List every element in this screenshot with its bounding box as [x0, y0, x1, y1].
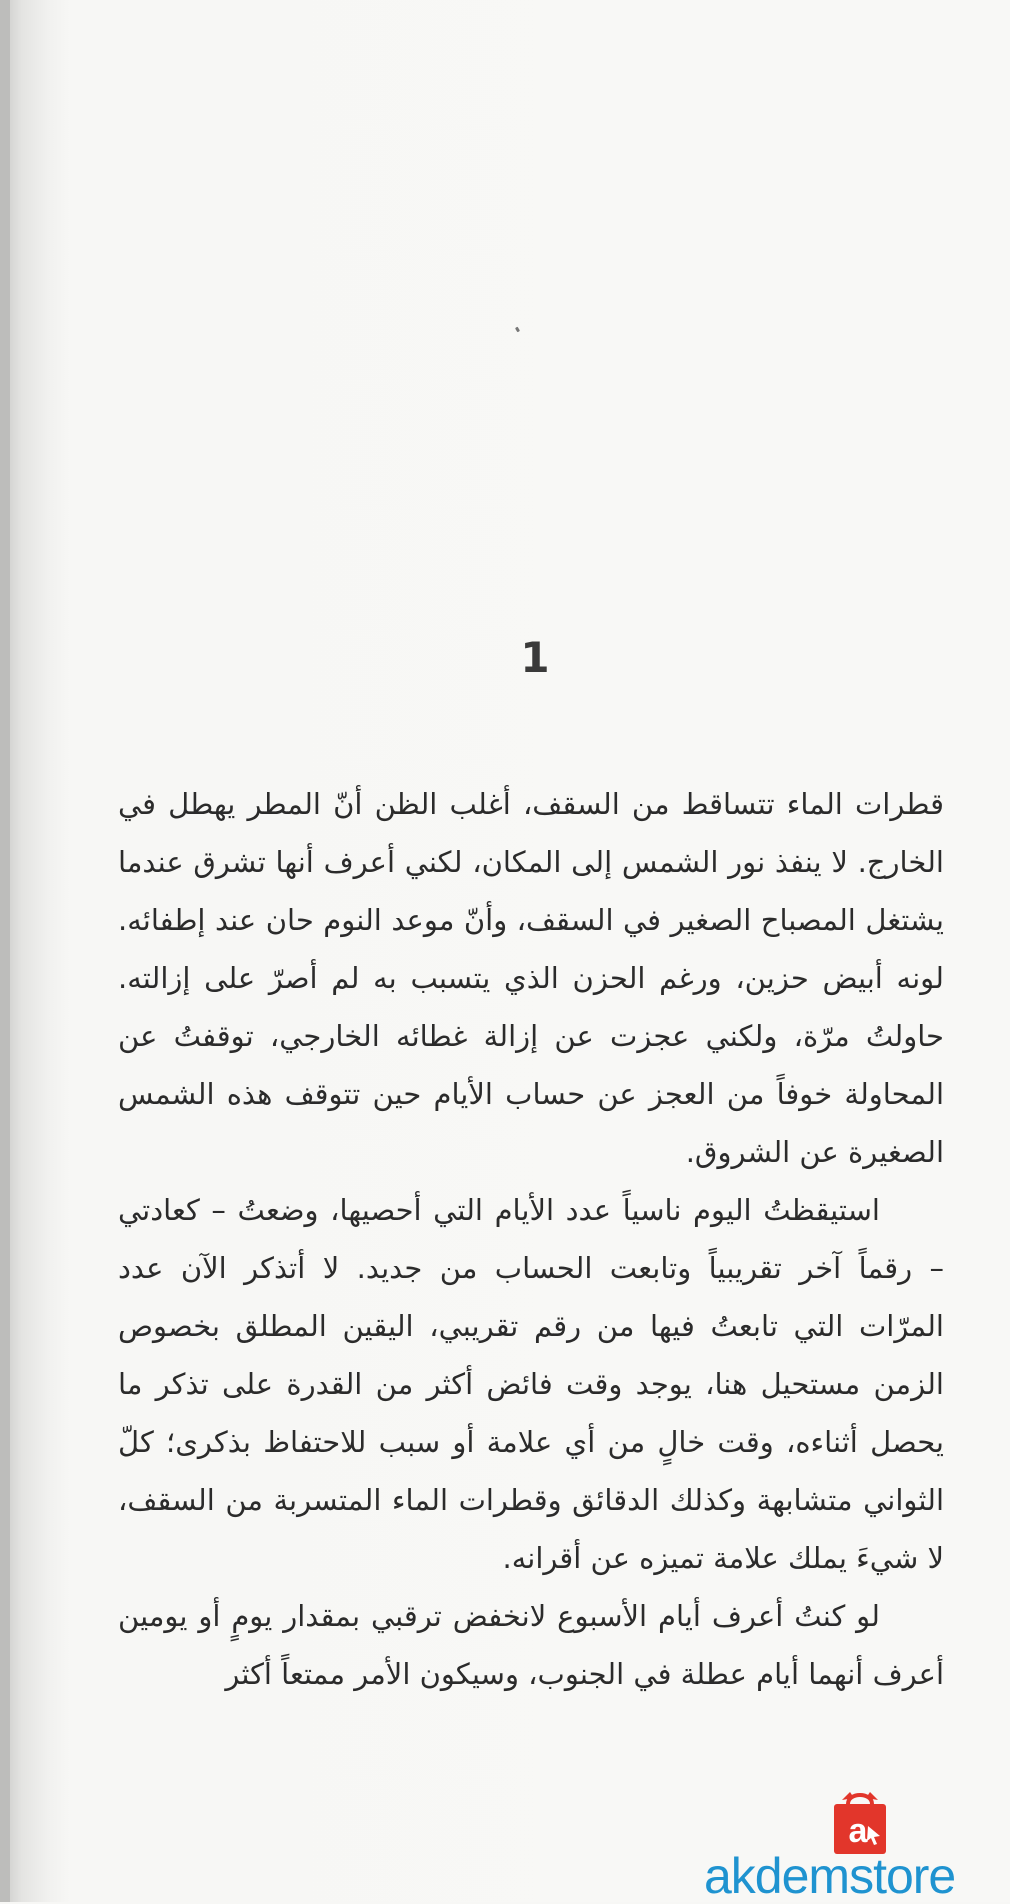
brand-name: akdemstore: [704, 1848, 956, 1904]
watermark-logo: [700, 1784, 1010, 1902]
chapter-body: [118, 775, 944, 1703]
paragraph-1: قطرات الماء تتساقط من السقف، أغلب الظن أنّ المطر يهطل في الخارج. لا ينفذ نور الشمس إلى المكان، لكني أعرف أنها تشرق عندما يشتغل المصباح الصغير في السقف، وأنّ موعد النوم حان عند إطفائه. لونه أبيض حزين، ورغم الحزن الذي يتسبب به لم أصرّ على إزالته. حاولتُ مرّة، ولكني عجزت عن إزالة غطائه الخارجي، توقفتُ عن المحاولة خوفاً من العجز عن حساب الأيام حين تتوقف هذه الشمس الصغيرة عن الشروق.: [118, 787, 944, 1169]
shopping-bag-icon: [828, 1786, 892, 1856]
page-edge-shadow: [0, 0, 10, 1902]
chapter-number: 1: [520, 633, 550, 682]
paper-speck: [515, 327, 520, 333]
bag-letter: a: [848, 1812, 868, 1850]
paragraph-3: لو كنتُ أعرف أيام الأسبوع لانخفض ترقبي بمقدار يومٍ أو يومين أعرف أنهما أيام عطلة في الجنوب، وسيكون الأمر ممتعاً أكثر: [118, 1599, 944, 1691]
paragraph-2: استيقظتُ اليوم ناسياً عدد الأيام التي أحصيها، وضعتُ – كعادتي – رقماً آخر تقريبياً وتابعت الحساب من جديد. لا أتذكر الآن عدد المرّات التي تابعتُ فيها من رقم تقريبي، اليقين المطلق بخصوص الزمن مستحيل هنا، يوجد وقت فائض أكثر من القدرة على تذكر ما يحصل أثناءه، وقت خالٍ من أي علامة أو سبب للاحتفاظ بذكرى؛ كلّ الثواني متشابهة وكذلك الدقائق وقطرات الماء المتسربة من السقف، لا شيءَ يملك علامة تميزه عن أقرانه.: [118, 1193, 944, 1575]
